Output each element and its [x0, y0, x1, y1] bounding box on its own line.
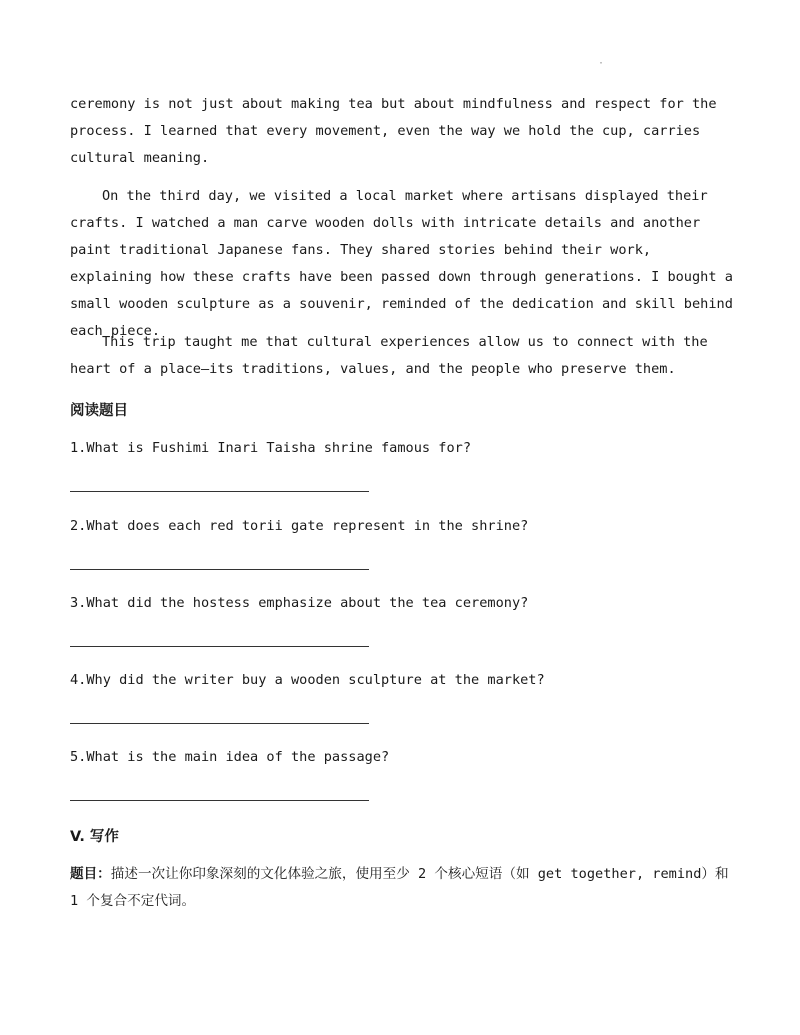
- passage-paragraph-2: [70, 183, 740, 345]
- question-4: 4.Why did the writer buy a wooden sculpture at the market?: [70, 672, 545, 688]
- answer-line-4: [70, 723, 369, 724]
- writing-prompt: [70, 861, 740, 915]
- answer-line-2: [70, 569, 369, 570]
- reading-questions-heading: 阅读题目: [70, 403, 128, 419]
- writing-section-heading: V. 写作: [70, 829, 119, 845]
- question-3: 3.What did the hostess emphasize about the tea ceremony?: [70, 595, 529, 611]
- answer-line-1: [70, 491, 369, 492]
- passage-paragraph-2-text: On the third day, we visited a local market where artisans displayed their crafts. I watched a man carve wooden dolls with intricate details and another paint traditional Japanese fans. They shared stories behind their work, explaining how these crafts have been passed down through generations. I bought a small wooden sculpture as a souvenir, reminded of the dedication and skill behind each piece.: [70, 188, 742, 339]
- question-1: 1.What is Fushimi Inari Taisha shrine famous for?: [70, 440, 472, 456]
- answer-line-3: [70, 646, 369, 647]
- passage-paragraph-1: ceremony is not just about making tea but about mindfulness and respect for the process. I learned that every movement, even the way we hold the cup, carries cultural meaning.: [70, 96, 725, 166]
- writing-prompt-label: 题目：: [70, 866, 111, 882]
- passage-paragraph-3-text: This trip taught me that cultural experiences allow us to connect with the heart of a place—its traditions, values, and the people who preserve them.: [70, 334, 716, 377]
- answer-line-5: [70, 800, 369, 801]
- question-2: 2.What does each red torii gate represent in the shrine?: [70, 518, 529, 534]
- question-5: 5.What is the main idea of the passage?: [70, 749, 390, 765]
- passage-paragraph-3: [70, 329, 740, 383]
- page-mark: ·: [598, 58, 605, 69]
- writing-prompt-text: 描述一次让你印象深刻的文化体验之旅，使用至少 2 个核心短语（如 get together, remind）和 1 个复合不定代词。: [70, 866, 729, 909]
